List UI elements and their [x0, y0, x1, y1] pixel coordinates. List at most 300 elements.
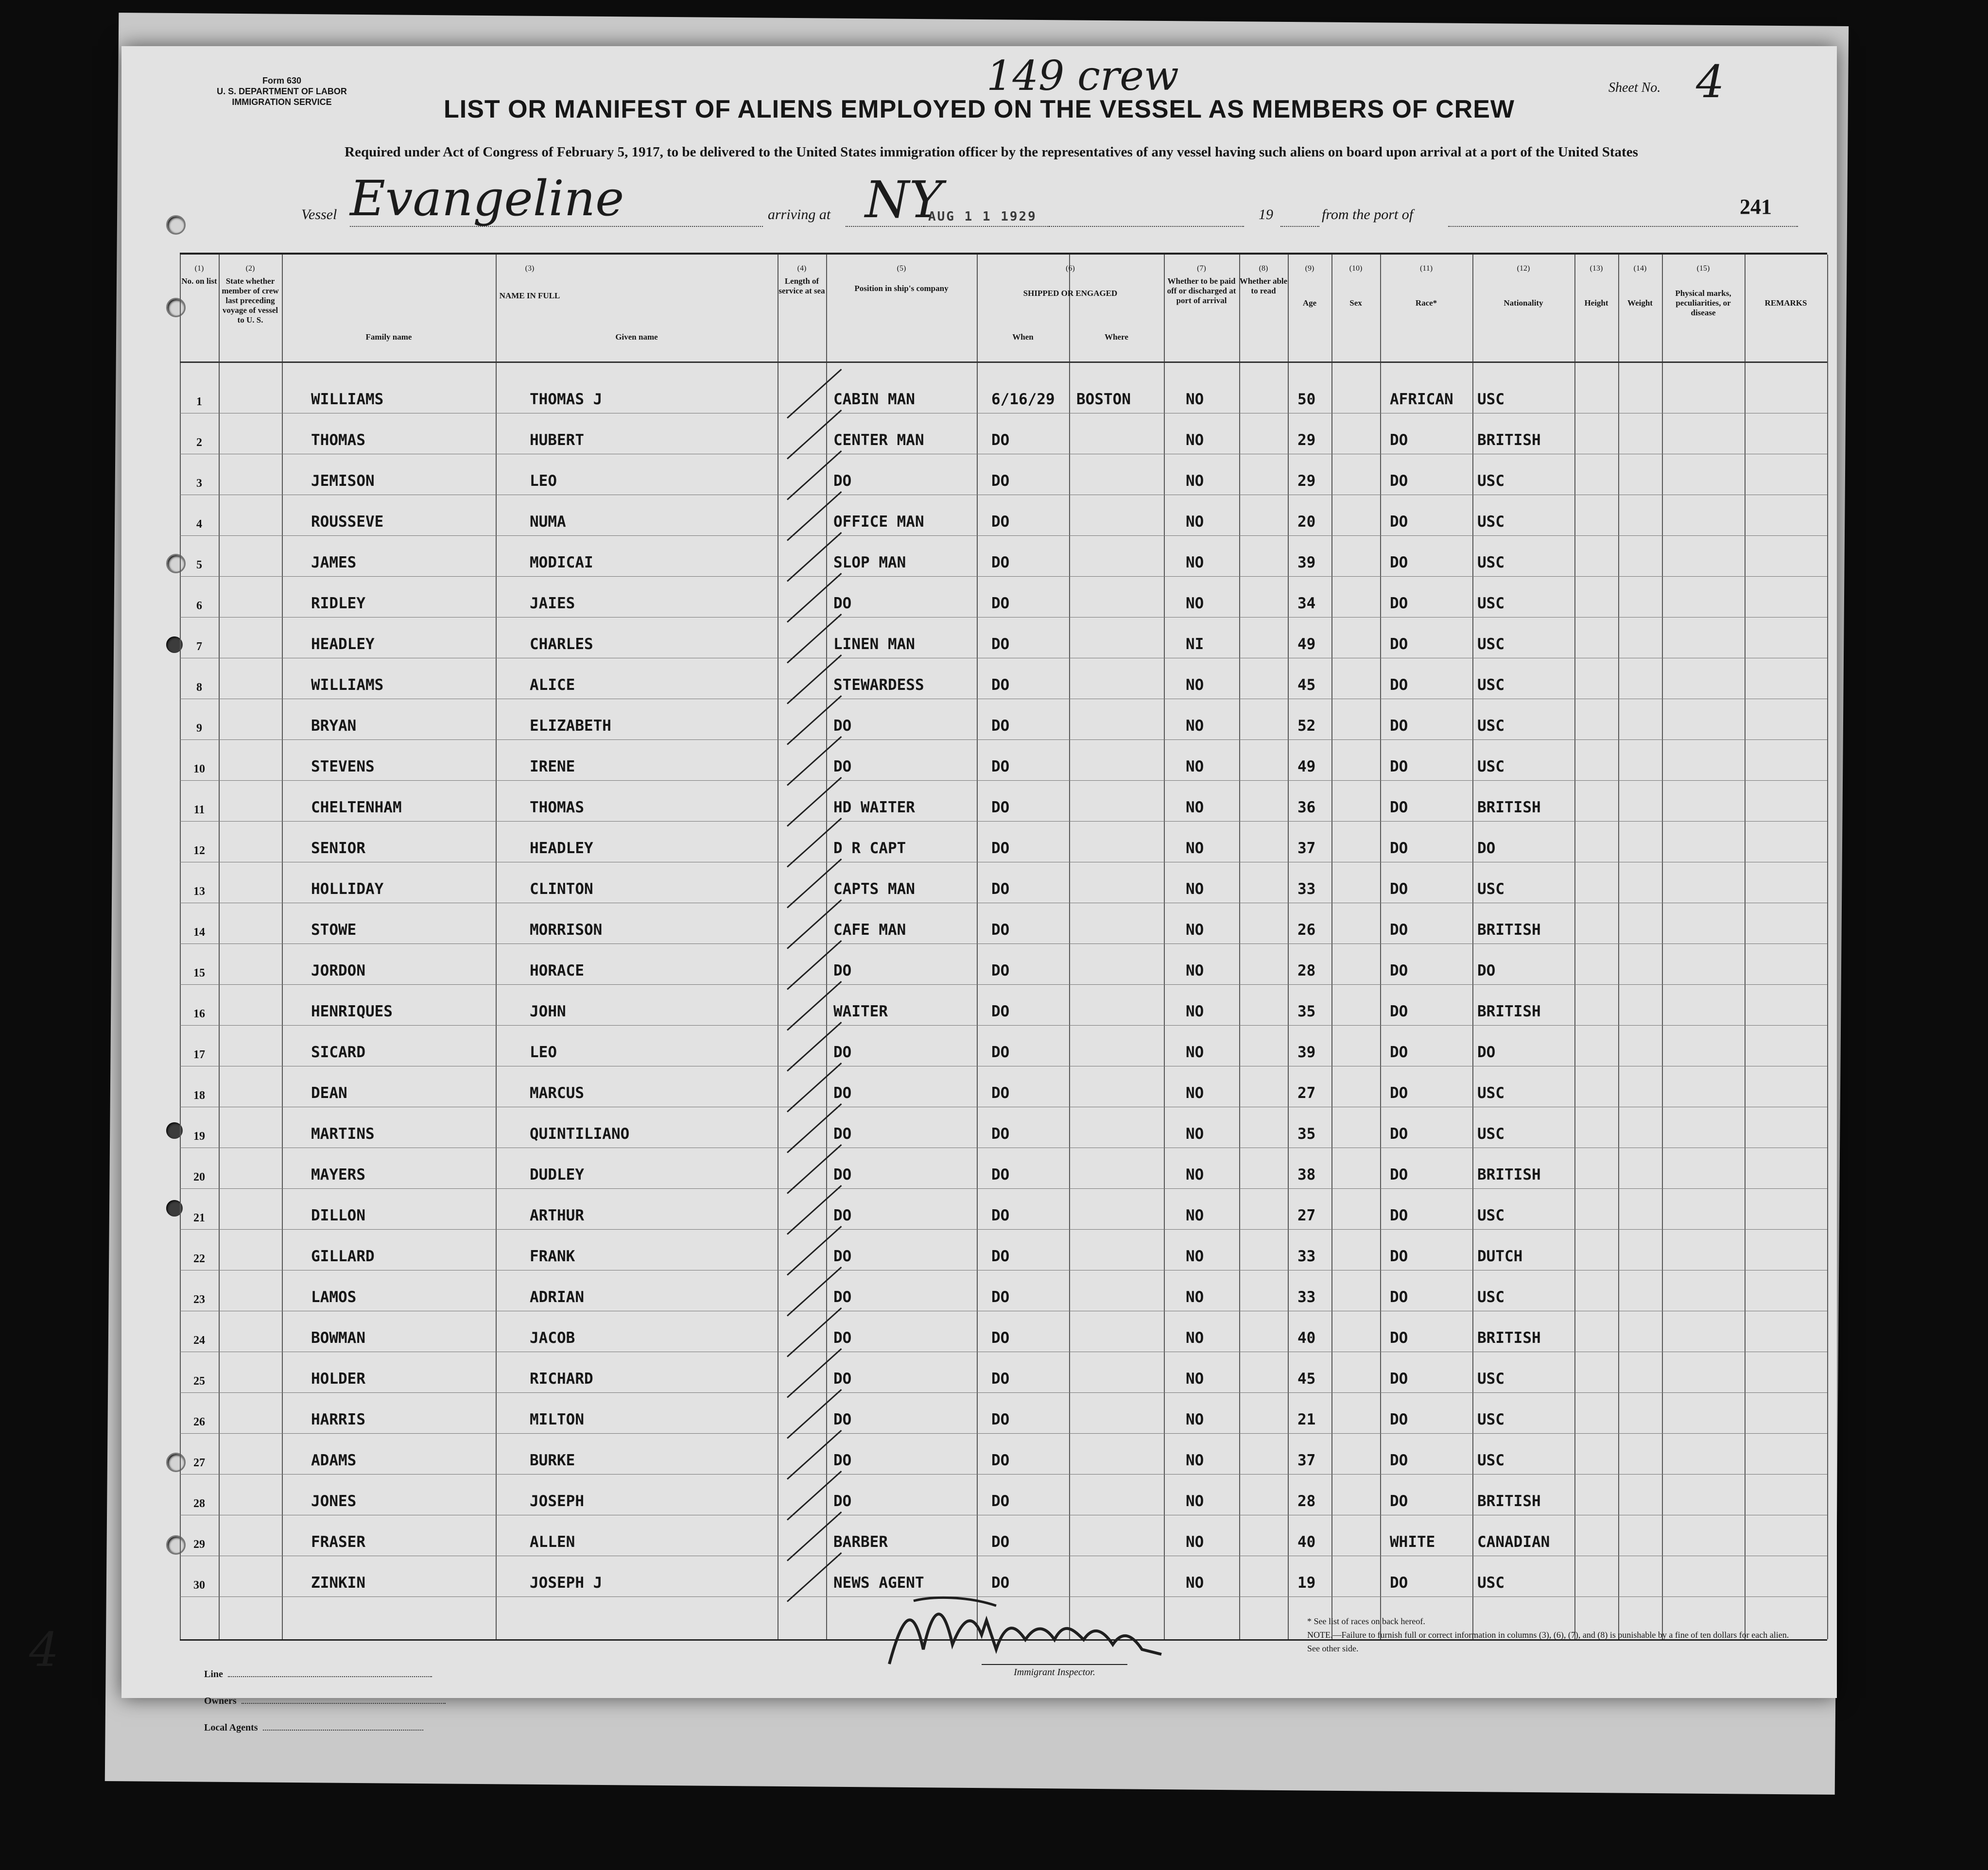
- row-number: 13: [193, 885, 205, 898]
- cell-when: DO: [991, 1166, 1010, 1184]
- cell-when: DO: [991, 554, 1010, 571]
- cell-position: DO: [833, 1329, 852, 1347]
- row-number: 21: [193, 1212, 205, 1224]
- cell-position: CABIN MAN: [833, 391, 915, 408]
- cell-paid: NO: [1186, 758, 1204, 775]
- from-port-blank: [1448, 226, 1798, 227]
- cell-race: DO: [1390, 1248, 1408, 1265]
- col-num: (13): [1590, 264, 1603, 273]
- col-head-length-of-service: Length of service at sea: [778, 276, 825, 295]
- cell-race: DO: [1390, 635, 1408, 653]
- col-border: [1380, 255, 1381, 1639]
- cell-nationality: USC: [1477, 1125, 1504, 1143]
- col-border: [1827, 255, 1828, 1639]
- cell-age: 40: [1297, 1533, 1316, 1551]
- cell-given: MARCUS: [530, 1084, 584, 1102]
- cell-given: QUINTILIANO: [530, 1125, 630, 1143]
- cell-family: HARRIS: [311, 1411, 365, 1428]
- cell-race: WHITE: [1390, 1533, 1435, 1551]
- cell-age: 37: [1297, 840, 1316, 857]
- cell-race: DO: [1390, 1207, 1408, 1224]
- cell-paid: NO: [1186, 962, 1204, 979]
- handwritten-crew-count: 149 crew: [986, 52, 1179, 100]
- cell-paid: NO: [1186, 391, 1204, 408]
- col-border: [1472, 255, 1473, 1639]
- row-number: 29: [193, 1538, 205, 1551]
- cell-race: DO: [1390, 717, 1408, 735]
- cell-family: HENRIQUES: [311, 1003, 393, 1020]
- cell-age: 33: [1297, 1288, 1316, 1306]
- cell-family: ROUSSEVE: [311, 513, 384, 531]
- cell-paid: NO: [1186, 1044, 1204, 1061]
- cell-position: DO: [833, 1370, 852, 1388]
- cell-nationality: DO: [1477, 962, 1496, 979]
- col-border: [1288, 255, 1289, 1639]
- cell-given: ALLEN: [530, 1533, 575, 1551]
- cell-when: DO: [991, 676, 1010, 694]
- col-head-no: No. on list: [181, 276, 217, 286]
- col-border: [180, 255, 181, 1639]
- cell-when: 6/16/29: [991, 391, 1055, 408]
- col-border: [1331, 255, 1332, 1639]
- row-rule: [180, 984, 1827, 985]
- cell-given: THOMAS J: [530, 391, 603, 408]
- cell-age: 52: [1297, 717, 1316, 735]
- col-head-physical-marks: Physical marks, peculiarities, or disease: [1675, 289, 1731, 317]
- cell-paid: NO: [1186, 1248, 1204, 1265]
- cell-race: DO: [1390, 1452, 1408, 1469]
- page-title: LIST OR MANIFEST OF ALIENS EMPLOYED ON THE VESSEL AS MEMBERS OF CREW: [444, 95, 1515, 123]
- cell-paid: NO: [1186, 472, 1204, 490]
- cell-family: BOWMAN: [311, 1329, 365, 1347]
- cell-age: 36: [1297, 799, 1316, 816]
- cell-nationality: USC: [1477, 758, 1504, 775]
- page-subtitle: Required under Act of Congress of February 5, 1917, to be delivered to the United States immigration officer by the representatives of any vessel having such aliens on board upon arrival at a port of the United States: [345, 144, 1638, 160]
- cell-family: RIDLEY: [311, 595, 365, 612]
- cell-race: AFRICAN: [1390, 391, 1453, 408]
- form-service: IMMIGRATION SERVICE: [232, 97, 332, 107]
- cell-when: DO: [991, 431, 1010, 449]
- cell-race: DO: [1390, 1166, 1408, 1184]
- cell-paid: NO: [1186, 431, 1204, 449]
- cell-position: DO: [833, 1084, 852, 1102]
- row-rule: [180, 821, 1827, 822]
- cell-family: STOWE: [311, 921, 357, 939]
- cell-nationality: USC: [1477, 554, 1504, 571]
- cell-position: DO: [833, 962, 852, 979]
- col-head-sex: Sex: [1349, 298, 1362, 308]
- cell-when: DO: [991, 758, 1010, 775]
- year-blank: [1280, 226, 1319, 227]
- row-number: 4: [196, 518, 202, 531]
- cell-given: MODICAI: [530, 554, 593, 571]
- cell-race: DO: [1390, 799, 1408, 816]
- form-number: Form 630: [262, 76, 302, 86]
- cell-family: THOMAS: [311, 431, 365, 449]
- cell-race: DO: [1390, 554, 1408, 571]
- cell-when: DO: [991, 1329, 1010, 1347]
- cell-family: WILLIAMS: [311, 676, 384, 694]
- cell-paid: NO: [1186, 799, 1204, 816]
- date-blank: [923, 226, 1244, 227]
- cell-given: RICHARD: [530, 1370, 593, 1388]
- cell-paid: NO: [1186, 1411, 1204, 1428]
- cell-nationality: BRITISH: [1477, 799, 1541, 816]
- cell-age: 50: [1297, 391, 1316, 408]
- header-rule: [180, 361, 1827, 363]
- cell-race: DO: [1390, 513, 1408, 531]
- col-border: [282, 255, 283, 1639]
- cell-when: DO: [991, 880, 1010, 898]
- cell-paid: NO: [1186, 1574, 1204, 1592]
- cell-when: DO: [991, 1003, 1010, 1020]
- manifest-sheet: [121, 46, 1837, 1733]
- cell-age: 35: [1297, 1003, 1316, 1020]
- cell-position: DO: [833, 758, 852, 775]
- cell-family: JEMISON: [311, 472, 375, 490]
- owners-label: Owners: [204, 1696, 237, 1706]
- cell-position: DO: [833, 472, 852, 490]
- cell-when: DO: [991, 595, 1010, 612]
- cell-race: DO: [1390, 472, 1408, 490]
- date-stamp: AUG 1 1 1929: [928, 209, 1037, 224]
- cell-age: 29: [1297, 431, 1316, 449]
- col-num: (11): [1419, 264, 1433, 273]
- col-head-when: When: [1012, 332, 1034, 342]
- col-border: [219, 255, 220, 1639]
- row-rule: [180, 535, 1827, 536]
- cell-when: DO: [991, 1084, 1010, 1102]
- row-rule: [180, 617, 1827, 618]
- cell-paid: NO: [1186, 840, 1204, 857]
- cell-position: SLOP MAN: [833, 554, 906, 571]
- col-border: [1618, 255, 1619, 1639]
- cell-paid: NO: [1186, 1084, 1204, 1102]
- cell-when: DO: [991, 1574, 1010, 1592]
- row-number: 11: [193, 804, 205, 816]
- col-head-where: Where: [1105, 332, 1128, 342]
- cell-paid: NO: [1186, 1125, 1204, 1143]
- cell-nationality: USC: [1477, 513, 1504, 531]
- row-number: 30: [193, 1579, 205, 1592]
- cell-position: DO: [833, 1125, 852, 1143]
- row-rule: [180, 1433, 1827, 1434]
- col-head-able-to-read: Whether able to read: [1239, 276, 1288, 295]
- inspector-label: Immigrant Inspector.: [982, 1664, 1127, 1678]
- col-num: (12): [1517, 264, 1530, 273]
- cell-position: WAITER: [833, 1003, 888, 1020]
- row-number: 1: [196, 395, 202, 408]
- cell-given: BURKE: [530, 1452, 575, 1469]
- col-border: [1239, 255, 1240, 1639]
- cell-position: NEWS AGENT: [833, 1574, 924, 1592]
- cell-nationality: USC: [1477, 676, 1504, 694]
- cell-race: DO: [1390, 1288, 1408, 1306]
- row-rule: [180, 1025, 1827, 1026]
- col-num: (4): [797, 264, 807, 273]
- cell-family: DEAN: [311, 1084, 347, 1102]
- cell-race: DO: [1390, 880, 1408, 898]
- cell-paid: NO: [1186, 1533, 1204, 1551]
- cell-age: 45: [1297, 676, 1316, 694]
- cell-when: DO: [991, 1493, 1010, 1510]
- row-number: 17: [193, 1048, 205, 1061]
- cell-given: ADRIAN: [530, 1288, 584, 1306]
- col-head-height: Height: [1584, 298, 1608, 308]
- cell-when: DO: [991, 921, 1010, 939]
- col-num: (2): [245, 264, 255, 273]
- cell-family: MAYERS: [311, 1166, 365, 1184]
- crew-table: [180, 253, 1827, 1641]
- col-num: (10): [1349, 264, 1363, 273]
- cell-age: 29: [1297, 472, 1316, 490]
- cell-age: 28: [1297, 962, 1316, 979]
- cell-given: ELIZABETH: [530, 717, 611, 735]
- row-number: 18: [193, 1089, 205, 1102]
- agents-blank: [263, 1730, 423, 1731]
- cell-family: LAMOS: [311, 1288, 357, 1306]
- race-note: * See list of races on back hereof.: [1307, 1616, 1425, 1626]
- cell-age: 39: [1297, 554, 1316, 571]
- cell-age: 49: [1297, 635, 1316, 653]
- cell-given: THOMAS: [530, 799, 584, 816]
- cell-nationality: USC: [1477, 1084, 1504, 1102]
- cell-position: CAFE MAN: [833, 921, 906, 939]
- col-num: (6): [1066, 264, 1075, 273]
- cell-race: DO: [1390, 431, 1408, 449]
- row-number: 25: [193, 1375, 205, 1388]
- cell-nationality: BRITISH: [1477, 1166, 1541, 1184]
- penalty-note: NOTE.—Failure to furnish full or correct information in columns (3), (6), (7), and (8) is punishable by a fine of ten dollars for each alien. See other side.: [1307, 1630, 1789, 1653]
- cell-given: LEO: [530, 472, 557, 490]
- row-number: 2: [196, 436, 202, 449]
- cell-paid: NO: [1186, 513, 1204, 531]
- cell-age: 33: [1297, 880, 1316, 898]
- cell-nationality: USC: [1477, 1574, 1504, 1592]
- row-number: 5: [196, 559, 202, 571]
- cell-nationality: BRITISH: [1477, 1493, 1541, 1510]
- col-num: (7): [1197, 264, 1206, 273]
- col-border: [1745, 255, 1746, 1639]
- row-number: 7: [196, 640, 202, 653]
- cell-when: DO: [991, 1370, 1010, 1388]
- col-head-nationality: Nationality: [1504, 298, 1543, 308]
- cell-age: 20: [1297, 513, 1316, 531]
- col-head-family-name: Family name: [365, 332, 412, 342]
- cell-position: LINEN MAN: [833, 635, 915, 653]
- cell-race: DO: [1390, 595, 1408, 612]
- cell-position: DO: [833, 1411, 852, 1428]
- cell-given: ARTHUR: [530, 1207, 584, 1224]
- cell-age: 40: [1297, 1329, 1316, 1347]
- cell-nationality: USC: [1477, 1207, 1504, 1224]
- cell-age: 26: [1297, 921, 1316, 939]
- row-rule: [180, 1188, 1827, 1189]
- col-num: (3): [525, 264, 535, 273]
- corner-mark: 4: [29, 1623, 59, 1677]
- cell-nationality: USC: [1477, 1411, 1504, 1428]
- cell-given: MILTON: [530, 1411, 584, 1428]
- col-border: [1069, 255, 1070, 1639]
- sheet-number: 4: [1696, 56, 1725, 108]
- cell-family: MARTINS: [311, 1125, 375, 1143]
- cell-position: STEWARDESS: [833, 676, 924, 694]
- cell-paid: NO: [1186, 1370, 1204, 1388]
- cell-given: IRENE: [530, 758, 575, 775]
- cell-paid: NO: [1186, 676, 1204, 694]
- row-number: 24: [193, 1334, 205, 1347]
- cell-given: ALICE: [530, 676, 575, 694]
- cell-where: BOSTON: [1076, 391, 1131, 408]
- owners-field: [204, 1696, 446, 1707]
- cell-when: DO: [991, 1044, 1010, 1061]
- col-num: (5): [897, 264, 906, 273]
- cell-position: DO: [833, 1452, 852, 1469]
- cell-nationality: USC: [1477, 1288, 1504, 1306]
- cell-when: DO: [991, 840, 1010, 857]
- cell-when: DO: [991, 1288, 1010, 1306]
- col-border: [496, 255, 497, 1639]
- binder-hole: [166, 215, 186, 235]
- row-number: 6: [196, 600, 202, 612]
- cell-paid: NO: [1186, 595, 1204, 612]
- row-number: 22: [193, 1252, 205, 1265]
- cell-nationality: BRITISH: [1477, 1329, 1541, 1347]
- cell-family: DILLON: [311, 1207, 365, 1224]
- col-head-remarks: REMARKS: [1764, 298, 1807, 308]
- cell-family: JORDON: [311, 962, 365, 979]
- cell-when: DO: [991, 1533, 1010, 1551]
- cell-race: DO: [1390, 1084, 1408, 1102]
- cell-when: DO: [991, 635, 1010, 653]
- col-head-name-in-full: NAME IN FULL: [499, 291, 560, 300]
- cell-paid: NO: [1186, 1288, 1204, 1306]
- line-blank: [228, 1676, 432, 1677]
- cell-paid: NO: [1186, 1003, 1204, 1020]
- cell-race: DO: [1390, 840, 1408, 857]
- cell-family: GILLARD: [311, 1248, 375, 1265]
- cell-position: CAPTS MAN: [833, 880, 915, 898]
- cell-nationality: DO: [1477, 1044, 1496, 1061]
- cell-age: 35: [1297, 1125, 1316, 1143]
- cell-age: 45: [1297, 1370, 1316, 1388]
- cell-nationality: BRITISH: [1477, 921, 1541, 939]
- cell-nationality: USC: [1477, 717, 1504, 735]
- cell-family: SENIOR: [311, 840, 365, 857]
- cell-position: CENTER MAN: [833, 431, 924, 449]
- row-number: 23: [193, 1293, 205, 1306]
- cell-age: 27: [1297, 1207, 1316, 1224]
- cell-given: HUBERT: [530, 431, 584, 449]
- cell-position: HD WAITER: [833, 799, 915, 816]
- cell-paid: NI: [1186, 635, 1204, 653]
- cell-paid: NO: [1186, 921, 1204, 939]
- year-prefix: 19: [1259, 206, 1273, 223]
- line-label: Line: [204, 1669, 223, 1680]
- cell-age: 33: [1297, 1248, 1316, 1265]
- cell-race: DO: [1390, 1044, 1408, 1061]
- cell-race: DO: [1390, 1370, 1408, 1388]
- row-number: 19: [193, 1130, 205, 1143]
- cell-paid: NO: [1186, 717, 1204, 735]
- cell-family: ZINKIN: [311, 1574, 365, 1592]
- cell-family: WILLIAMS: [311, 391, 384, 408]
- cell-given: DUDLEY: [530, 1166, 584, 1184]
- col-num: (1): [194, 264, 204, 273]
- cell-when: DO: [991, 1125, 1010, 1143]
- row-number: 12: [193, 844, 205, 857]
- cell-position: D R CAPT: [833, 840, 906, 857]
- cell-family: JAMES: [311, 554, 357, 571]
- cell-family: SICARD: [311, 1044, 365, 1061]
- cell-family: STEVENS: [311, 758, 375, 775]
- cell-given: FRANK: [530, 1248, 575, 1265]
- cell-paid: NO: [1186, 554, 1204, 571]
- cell-given: CHARLES: [530, 635, 593, 653]
- cell-position: DO: [833, 717, 852, 735]
- cell-position: OFFICE MAN: [833, 513, 924, 531]
- cell-race: DO: [1390, 676, 1408, 694]
- row-rule: [180, 1229, 1827, 1230]
- cell-nationality: CANADIAN: [1477, 1533, 1550, 1551]
- page-code: 241: [1740, 195, 1772, 219]
- cell-given: JOHN: [530, 1003, 566, 1020]
- cell-family: JONES: [311, 1493, 357, 1510]
- agents-field: [204, 1722, 423, 1733]
- cell-paid: NO: [1186, 1166, 1204, 1184]
- arriving-port: NY: [865, 170, 943, 229]
- cell-when: DO: [991, 472, 1010, 490]
- cell-age: 49: [1297, 758, 1316, 775]
- cell-race: DO: [1390, 758, 1408, 775]
- cell-family: FRASER: [311, 1533, 365, 1551]
- col-head-race: Race*: [1415, 298, 1437, 308]
- line-field: [204, 1669, 432, 1680]
- cell-given: HEADLEY: [530, 840, 593, 857]
- row-number: 20: [193, 1171, 205, 1184]
- cell-race: DO: [1390, 921, 1408, 939]
- cell-given: CLINTON: [530, 880, 593, 898]
- vessel-label: Vessel: [301, 206, 337, 223]
- cell-given: HORACE: [530, 962, 584, 979]
- agents-label: Local Agents: [204, 1722, 258, 1733]
- cell-race: DO: [1390, 1329, 1408, 1347]
- col-head-age: Age: [1302, 298, 1317, 308]
- col-num: (8): [1259, 264, 1268, 273]
- cell-nationality: USC: [1477, 880, 1504, 898]
- row-number: 16: [193, 1008, 205, 1020]
- row-rule: [180, 739, 1827, 740]
- arriving-label: arriving at: [768, 206, 831, 223]
- cell-paid: NO: [1186, 1207, 1204, 1224]
- cell-paid: NO: [1186, 1452, 1204, 1469]
- col-head-shipped-or-engaged: SHIPPED OR ENGAGED: [1023, 289, 1118, 298]
- cell-race: DO: [1390, 962, 1408, 979]
- row-number: 15: [193, 967, 205, 979]
- cell-race: DO: [1390, 1125, 1408, 1143]
- cell-position: DO: [833, 1207, 852, 1224]
- row-number: 9: [196, 722, 202, 735]
- cell-age: 21: [1297, 1411, 1316, 1428]
- cell-nationality: USC: [1477, 1452, 1504, 1469]
- cell-position: DO: [833, 595, 852, 612]
- cell-race: DO: [1390, 1493, 1408, 1510]
- row-number: 3: [196, 477, 202, 490]
- cell-race: DO: [1390, 1574, 1408, 1592]
- cell-nationality: BRITISH: [1477, 1003, 1541, 1020]
- cell-given: MORRISON: [530, 921, 603, 939]
- row-number: 8: [196, 681, 202, 694]
